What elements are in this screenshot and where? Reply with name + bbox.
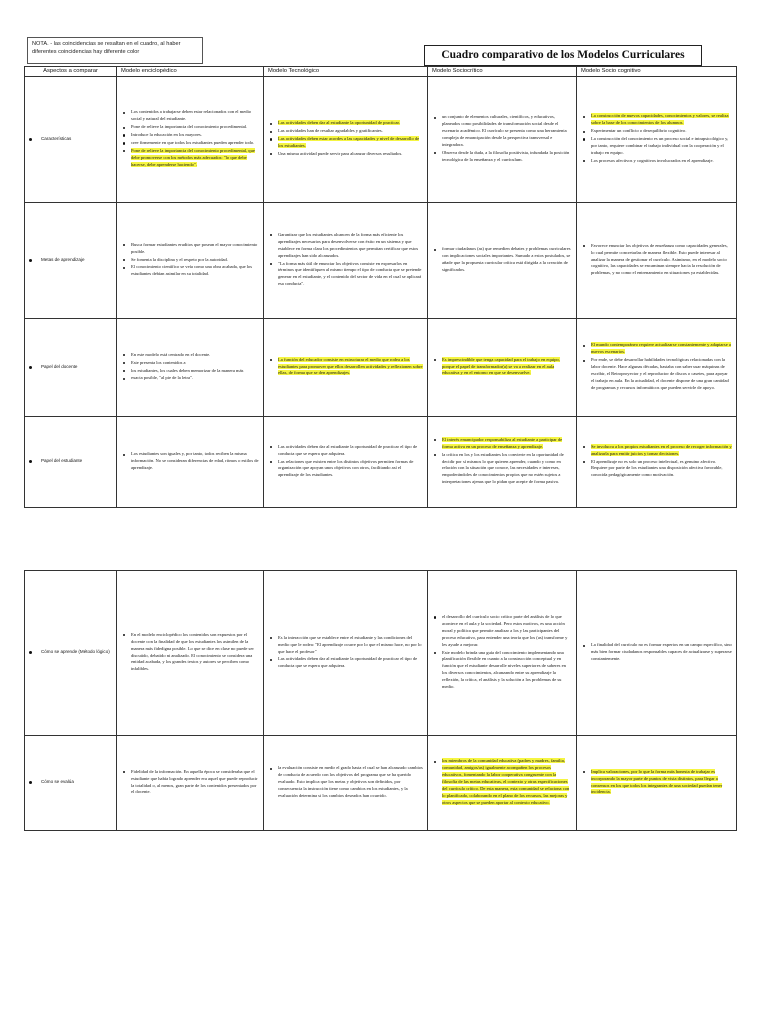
cell-technological — [264, 736, 428, 831]
list-item — [432, 437, 572, 451]
highlighted-text: Pone de relieve la importancia del conocimiento procedimental, que debe promoverse con los métodos más adecuados: "lo que debe hacerse, debe aprenderse haciendo". — [131, 147, 255, 167]
item-text: los estudiantes, los cuales deben memorizar de la manera más — [131, 367, 244, 373]
cell-encyclopedic — [117, 571, 264, 736]
header-sociocritical: Modelo Sociocrítico — [428, 67, 577, 77]
list-item — [581, 444, 732, 458]
row-aspect-cell — [25, 77, 117, 203]
item-text: Busca formar estudiantes eruditos que posean el mayor conocimiento posible. — [131, 241, 258, 254]
bullet-list — [432, 246, 572, 274]
item-text: Observa desde la duda, a la filosofía positivista, infundada la posición tecnológica de la enseñanza y el currículum. — [442, 149, 570, 162]
header-aspects: Aspectos a comparar — [25, 67, 117, 77]
bullet-list — [581, 444, 732, 480]
row-aspect-cell — [25, 319, 117, 417]
bullet-list — [432, 114, 572, 163]
item-text: El conocimiento científico se veía como una obra acabada, que los estudiantes debían asimilar en su totalidad. — [131, 264, 253, 277]
list-item — [121, 257, 259, 264]
bullet-icon — [29, 366, 32, 369]
list-item — [432, 246, 572, 274]
cell-technological — [264, 319, 428, 417]
list-item — [268, 357, 423, 378]
list-item — [121, 242, 259, 256]
row-aspect-cell — [25, 203, 117, 319]
row-aspect-cell — [25, 736, 117, 831]
list-item — [121, 264, 259, 278]
bullet-list — [268, 232, 423, 288]
row-aspect-label: Características — [41, 135, 72, 141]
item-text: Pone de relieve la importancia del conocimiento procedimental. — [131, 124, 248, 130]
header-row — [25, 67, 737, 77]
bullet-list — [581, 342, 732, 391]
bullet-list — [268, 765, 423, 800]
page-title: Cuadro comparativo de los Modelos Curriculares — [424, 45, 702, 66]
list-item — [268, 459, 423, 480]
cell-sociocognitive — [577, 571, 737, 736]
highlighted-text: Implica valoraciones, por lo que la forma más honesta de trabajar es incorporando la mayor parte de puntos de vista distintos, para llegar a consensos en los que todos los integrantes de una sociedad puedan tener incidencia. — [591, 768, 723, 795]
bullet-icon — [29, 781, 32, 784]
highlighted-text: La construcción de nuevos capacidades, conocimientos y valores, se realiza sobre la base de los conocimientos de los alumnos. — [591, 113, 729, 126]
item-text: "La forma más útil de enunciar los objetivos consiste en expresarlos en términos que identifiquen al mismo tiempo el tipo de conducta que se pretende generar en el estudiante, y el contenido del sector de vida en el cual se aplicará esa conducta". — [278, 260, 422, 287]
cell-technological — [264, 571, 428, 736]
item-text: Por ende, se debe desarrollar habilidades tecnológicas relacionadas con la labor docente. Hace algunas décadas, bastaba con saber usar máquinas de escribir, el Retroproyector y el reproductor de discos o casetes, para apoyar el trabajo en aula. En la actualidad, el docente dispone de una gran cantidad de programas y recursos informáticos que pueden servirle de apoyo. — [591, 357, 729, 390]
item-text: Los contenidos a trabajarse deben estar relacionados con el medio social y natural del estudiante. — [131, 109, 252, 122]
bullet-list — [121, 352, 259, 383]
list-item — [581, 459, 732, 480]
cell-sociocritical — [428, 571, 577, 736]
list-item — [121, 132, 259, 139]
bullet-list — [121, 632, 259, 673]
row-aspect-label: Cómo se aprende (Método lógico) — [41, 649, 110, 655]
list-item — [581, 128, 732, 135]
bullet-list — [268, 444, 423, 480]
cell-encyclopedic — [117, 203, 264, 319]
header-technological: Modelo Tecnológico — [264, 67, 428, 77]
bullet-list — [432, 437, 572, 486]
row-aspect-label: Metas de aprendizaje — [41, 256, 85, 262]
table-row — [25, 736, 737, 831]
list-item — [581, 113, 732, 127]
bullet-list — [581, 243, 732, 278]
bullet-list — [581, 769, 732, 797]
bullet-list — [581, 642, 732, 663]
item-text: exacta posible, "al pie de la letra". — [131, 375, 194, 381]
item-text: En el modelo enciclopédico los contenidos son expuestos por el docente con la finalidad de que los estudiantes los asimilen de la manera más fidedigna posible. Lo que se dice en clase no puede ser discutido, debatido ni analizado. El conocimiento se considera una entidad acabada, y los grandes textos y autores se perciben como infalibles. — [131, 631, 254, 672]
item-text: formar ciudadanos (as) que remedien debates y problemas curriculares con implicaciones sociales importantes. Sumado a estos postulados, se añade que la propuesta curricular crítica está dirigida a la creación de significados. — [442, 246, 571, 272]
item-text: El aprendizaje no es solo un proceso intelectual, es genuino afectivo. Requiere por parte de los estudiantes una disposición afectiva favorable, conocida pedagógicamente como motivación. — [591, 458, 723, 478]
list-item — [268, 151, 423, 158]
comparison-table-main — [24, 66, 737, 508]
list-item — [432, 150, 572, 164]
item-text: cree firmemente en que todos los estudiantes pueden aprender todo. — [131, 140, 255, 145]
list-item — [432, 614, 572, 649]
list-item — [581, 357, 732, 392]
highlighted-text: Se involucra a los propios estudiantes en el proceso de recoger información y analizarla para emitir juicios y tomar decisiones. — [591, 443, 732, 456]
table-row — [25, 77, 737, 203]
bullet-list — [268, 635, 423, 671]
bullet-icon — [29, 651, 32, 654]
bullet-list — [121, 109, 259, 168]
list-item — [268, 232, 423, 260]
bullet-list — [581, 113, 732, 164]
note-box: NOTA. - las coincidencias se resaltan en el cuadro, al haber diferentes coincidencias hay diferente color — [27, 37, 203, 64]
cell-sociocritical — [428, 319, 577, 417]
highlighted-text: El mundo contemporáneo requiere actualizarse constantemente y adaptarse a nuevos escenarios. — [591, 342, 731, 355]
item-text: Las actividades deben dar al estudiante la oportunidad de practicar el tipo de conducta que se espera que adquiera. — [278, 443, 418, 456]
table-row — [25, 571, 737, 736]
item-text: Es la interacción que se establece entre el estudiante y las condiciones del medio que le rodea: "El aprendizaje ocurre por lo que el mismo hace, no por lo que hace el profesor" — [278, 634, 422, 654]
item-text: Las relaciones que existen entre los distintos objetivos permiten formas de organización que apoyan unos objetivos con otros, facilitando así el aprendizaje de los estudiantes. — [278, 458, 414, 478]
header-sociocognitive: Modelo Socio cognitivo — [577, 67, 737, 77]
list-item — [121, 632, 259, 673]
list-item — [581, 769, 732, 797]
list-item — [121, 368, 259, 375]
list-item — [268, 261, 423, 289]
highlighted-text: los miembros de la comunidad educativa (padres y madres, familia, comunidad, amigos/as) igualmente acompañen los procesos educativos, fomentando la labor cooperativa congruente con la filosofía de las metas educativas, el contexto y otras especificaciones del currículo crítico. De esta manera, esta comunidad se relaciona con lo planificado, colaborando en el plano de los recursos, las mejoras y otros aspectos que se pueden aportar al contexto educativo. — [442, 758, 570, 805]
highlighted-text: Las actividades deben estar acordes a las capacidades y nivel de desarrollo de los estudiantes. — [278, 136, 420, 148]
list-item — [121, 375, 259, 382]
cell-encyclopedic — [117, 319, 264, 417]
item-text: la evaluación consiste en medir el grado hasta el cual se han alcanzado cambios de conducta de acuerdo con los objetivos del programa que se ha querido evaluado. Esto implica que los metas y objetivos son definidos, por consecuencia la instrucción tiene como cambios en los estudiantes, y la evaluación determina si los cambios deseados han ocurrido. — [278, 765, 423, 798]
item-text: Garantizar que los estudiantes alcancen de la forma más eficiente los aprendizajes necesarios para desenvolverse con éxito en un sistema y que establece en forma clara los procedimientos que permitan certificar que estos aprendizajes han sido alcanzados. — [278, 231, 419, 258]
cell-sociocritical — [428, 203, 577, 319]
list-item — [432, 758, 572, 806]
bullet-list — [268, 120, 423, 158]
table-row — [25, 417, 737, 508]
row-aspect-label: Papel del estudiante — [41, 458, 83, 464]
list-item — [268, 120, 423, 127]
item-text: Experimentar un conflicto o desequilibrio cognitivo. — [591, 128, 687, 134]
list-item — [268, 444, 423, 458]
bullet-list — [432, 357, 572, 378]
item-text: Se fomenta la disciplina y el respeto por la autoridad. — [131, 256, 228, 262]
list-item — [432, 114, 572, 149]
item-text: la crítica en los y los estudiantes los convierte en la oportunidad de decidir por sí mismos lo que quieren aprender, cuando y como en relación con la situación que conoce, las necesidades e intereses, empoderándoles de conocimientos propios que no estén sujetos a interpretaciones ajenas que lo pidan que acepte de forma pasiva. — [442, 451, 564, 485]
list-item — [268, 128, 423, 135]
cell-technological — [264, 203, 428, 319]
item-text: Los procesos afectivos y cognitivos involucrados en el aprendizaje. — [591, 157, 714, 163]
list-item — [268, 635, 423, 656]
table-row — [25, 203, 737, 319]
cell-sociocritical — [428, 77, 577, 203]
item-text: un conjunto de elementos culturales, científicos, y educativos, planeados como posibilidades de transformación social desde el escenario académico. El currículo se presenta como una herramienta compleja de emancipación desde la perspectiva transversal e integradora. — [442, 114, 567, 147]
bullet-icon — [29, 259, 32, 262]
item-text: Una misma actividad puede servir para alcanzar diversos resultados. — [278, 150, 403, 156]
item-text: La finalidad del currículo no es formar expertos en un campo específico, sino más bien formar ciudadanos responsables capaces de actualizarse y superarse constantemente. — [591, 642, 732, 661]
bullet-list — [121, 769, 259, 797]
cell-sociocognitive — [577, 736, 737, 831]
item-text: Favorece enunciar los objetivos de enseñanza como capacidades generales, lo cual permite concretarlas de manera flexible. Esto puede interesar al analizar la manera de gestionar el currículo. Asimismo, en el modelo socio cognitivo, las capacidades se encaminan siempre hacia la resolución de problemas, y no como el entrenamiento en situaciones ya establecidas. — [591, 242, 728, 276]
cell-technological — [264, 77, 428, 203]
list-item — [268, 136, 423, 150]
list-item — [121, 148, 259, 169]
item-text: La construcción del conocimiento es un proceso social e intrapsicológico y, por tanto, requiere combinar el trabajo individual con la cooperación y el trabajo en equipo. — [591, 136, 729, 155]
highlighted-text: La función del educador consiste en estructurar el medio que rodea a los estudiantes para promover que ellos desarrollen actividades y reflexionen sobre ellas, de forma que se den aprendizajes. — [278, 356, 423, 376]
list-item — [268, 656, 423, 670]
cell-encyclopedic — [117, 417, 264, 508]
list-item — [121, 109, 259, 123]
bullet-list — [432, 758, 572, 806]
list-item — [268, 765, 423, 800]
cell-encyclopedic — [117, 77, 264, 203]
list-item — [581, 158, 732, 165]
cell-sociocognitive — [577, 77, 737, 203]
cell-sociocritical — [428, 736, 577, 831]
item-text: Este modelo brinda una guía del conocimiento implementando una planificación flexible en cuanto a la construcción conceptual y en función que el estudiante desarrolle niveles superiores de saberes en los diversos conocimientos, alcanzando entre su aprendizaje la reflexión, la crítica, el análisis y la solución a los problemas de su medio. — [442, 649, 566, 690]
header-encyclopedic: Modelo enciclopédico — [117, 67, 264, 77]
bullet-list — [121, 242, 259, 279]
cell-sociocognitive — [577, 319, 737, 417]
row-aspect-cell — [25, 571, 117, 736]
bullet-list — [121, 451, 259, 472]
item-text: Este presenta los contenidos a — [131, 359, 186, 365]
list-item — [581, 342, 732, 356]
list-item — [432, 357, 572, 378]
item-text: En este modelo está centrado en el docente. — [131, 351, 211, 357]
list-item — [121, 451, 259, 472]
item-text: Fidelidad de la información. En aquella época se consideraba que el estudiante que había logrado aprender era aquel que puede reproducir la totalidad o, al menos, gran parte de los contenidos presentados por el docente. — [131, 768, 258, 795]
row-aspect-label: Papel del docente — [41, 363, 78, 369]
bullet-list — [432, 614, 572, 691]
highlighted-text: El interés emancipador responsabiliza al estudiante a participar de forma activa en un proceso de enseñanza y aprendizaje. — [442, 436, 563, 449]
list-item — [432, 452, 572, 487]
item-text: Las actividades han de resultar agradables y gratificantes. — [278, 128, 383, 134]
bullet-icon — [29, 460, 32, 463]
item-text: Las actividades deben dar al estudiante la oportunidad de practicar el tipo de conducta que se espera que adquiera. — [278, 656, 418, 669]
list-item — [121, 360, 259, 367]
item-text: Introduce la educación en los mayores. — [131, 132, 202, 138]
highlighted-text: Las actividades deben dar al estudiante la oportunidad de practicar. — [278, 120, 400, 126]
cell-encyclopedic — [117, 736, 264, 831]
table-row — [25, 319, 737, 417]
item-text: el desarrollo del currículo socio crítico parte del análisis de lo que acontece en el aula y la sociedad. Pero estos motivos, es una acción moral y política que permite analizar a los y las participantes del proceso educativo, para entender una teoría que los (as) transforme y les ayude a mejorar. — [442, 614, 568, 647]
list-item — [581, 642, 732, 663]
item-text: Los estudiantes son iguales y, por tanto, todos reciben la misma información. No se consideran diferencias de edad, ritmos o estilos de aprendizaje. — [131, 451, 259, 470]
list-item — [121, 124, 259, 131]
cell-sociocognitive — [577, 417, 737, 508]
list-item — [581, 136, 732, 157]
cell-technological — [264, 417, 428, 508]
highlighted-text: Es imprescindible que tenga capacidad para el trabajo en equipo, porque el papel de transformador(a) se va a realizar en el aula educativa y en el entorno en que se desenvuelve. — [442, 356, 560, 376]
cell-sociocognitive — [577, 203, 737, 319]
row-aspect-label: Cómo se evalúa — [41, 779, 74, 785]
cell-sociocritical — [428, 417, 577, 508]
bullet-list — [268, 357, 423, 378]
list-item — [432, 650, 572, 691]
list-item — [121, 140, 259, 147]
comparison-table-continued — [24, 570, 737, 831]
row-aspect-cell — [25, 417, 117, 508]
bullet-icon — [29, 138, 32, 141]
list-item — [581, 243, 732, 278]
list-item — [121, 352, 259, 359]
list-item — [121, 769, 259, 797]
